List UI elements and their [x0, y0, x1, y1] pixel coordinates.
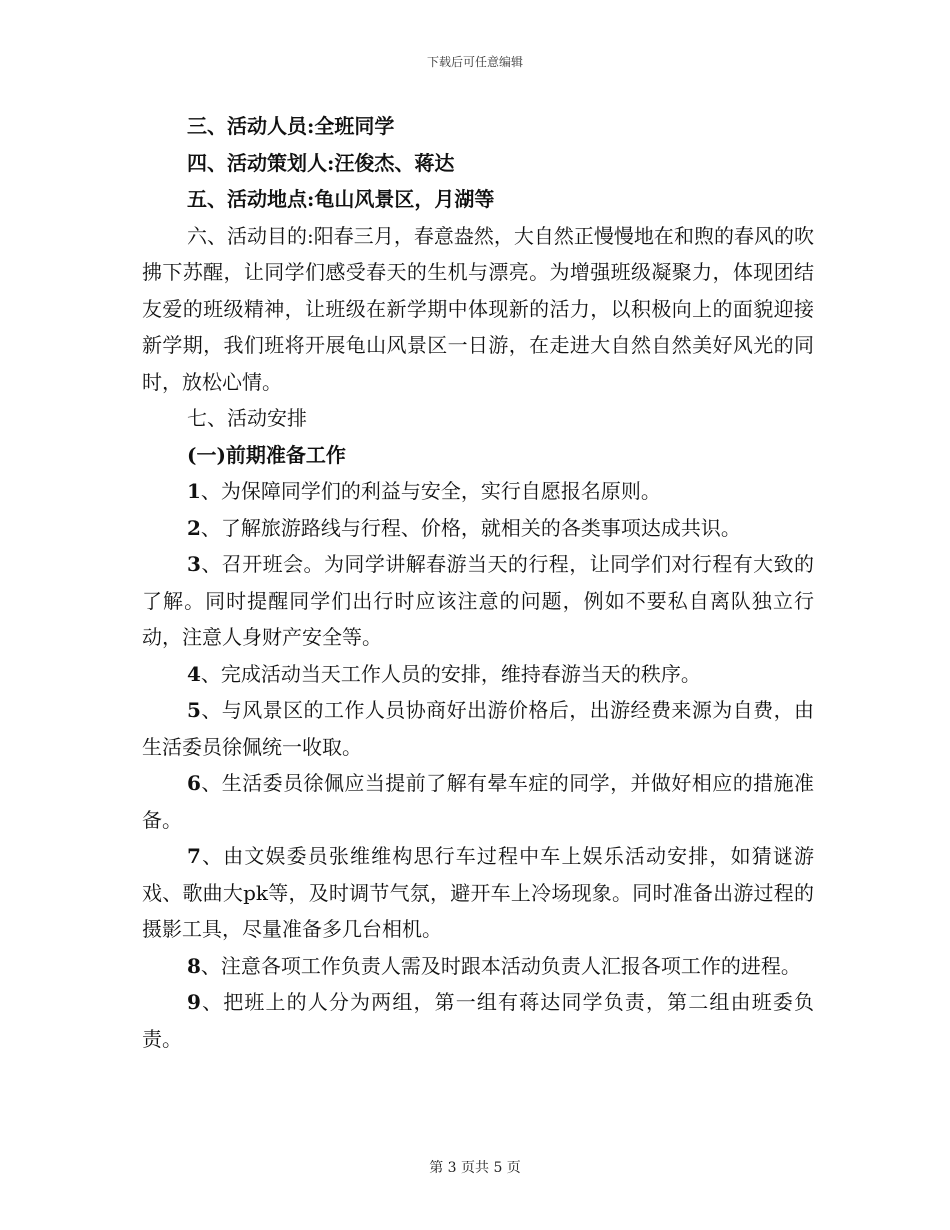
list-item-text: 、注意各项工作负责人需及时跟本活动负责人汇报各项工作的进程。 — [200, 953, 801, 978]
section-prep-title: (一)前期准备工作 — [187, 442, 346, 467]
list-item-text: 、把班上的人分为两组，第一组有蒋达同学负责，第二组由班委负责。 — [142, 990, 814, 1051]
list-item — [142, 510, 814, 547]
list-item — [142, 984, 814, 1057]
section-participants: 三、活动人员:全班同学 — [187, 114, 395, 138]
list-item-number: 4 — [187, 661, 201, 686]
list-item-text: 、与风景区的工作人员协商好出游价格后，出游经费来源为自费，由生活委员徐佩统一收取。 — [142, 698, 814, 759]
document-body — [142, 108, 814, 1057]
section-planners: 四、活动策划人:汪俊杰、蒋达 — [187, 150, 455, 175]
list-item-number: 6 — [187, 771, 201, 795]
list-item — [142, 838, 814, 948]
list-item — [142, 692, 814, 765]
list-item-text: 、为保障同学们的利益与安全，实行自愿报名原则。 — [200, 479, 661, 503]
list-item-number: 3 — [187, 552, 201, 576]
section-arrangement: 七、活动安排 — [187, 406, 307, 430]
section-purpose: 六、活动目的:阳春三月，春意盎然，大自然正慢慢地在和煦的春风的吹拂下苏醒，让同学们感受春天的生机与漂亮。为增强班级凝聚力，体现团结友爱的班级精神，让班级在新学期中体现新的活力，以积极向上的面貌迎接新学期，我们班将开展龟山风景区一日游，在走进大自然自然美好风光的同时，放松心情。 — [142, 223, 814, 394]
list-item-text: 、了解旅游路线与行程、价格，就相关的各类事项达成共识。 — [200, 515, 741, 540]
list-item-text: 、由文娱委员张维维构思行车过程中车上娱乐活动安排，如猜谜游戏、歌曲大pk等，及时调节气氛，避开车上冷场现象。同时准备出游过程的摄影工具，尽量准备多几台相机。 — [142, 844, 814, 941]
page-footer: 第 3 页共 5 页 — [429, 1160, 521, 1176]
list-item — [142, 765, 814, 838]
section-location: 五、活动地点:龟山风景区，月湖等 — [187, 187, 495, 211]
list-item-text: 、生活委员徐佩应当提前了解有晕车症的同学，并做好相应的措施准备。 — [142, 771, 814, 832]
list-item-number: 7 — [187, 844, 201, 868]
list-item-text: 、召开班会。为同学讲解春游当天的行程，让同学们对行程有大致的了解。同时提醒同学们出行时应该注意的问题，例如不要私自离队独立行动，注意人身财产安全等。 — [142, 552, 814, 649]
list-item — [142, 656, 814, 693]
list-item-number: 5 — [187, 698, 201, 722]
list-item-number: 8 — [187, 953, 201, 978]
list-item-number: 1 — [187, 479, 201, 503]
list-item-text: 、完成活动当天工作人员的安排，维持春游当天的秩序。 — [200, 661, 701, 686]
list-item — [142, 948, 814, 985]
list-item-number: 9 — [187, 990, 201, 1014]
list-item — [142, 546, 814, 656]
list-item-number: 2 — [187, 515, 201, 540]
page-header: 下载后可任意编辑 — [426, 55, 523, 69]
list-item — [142, 473, 814, 510]
